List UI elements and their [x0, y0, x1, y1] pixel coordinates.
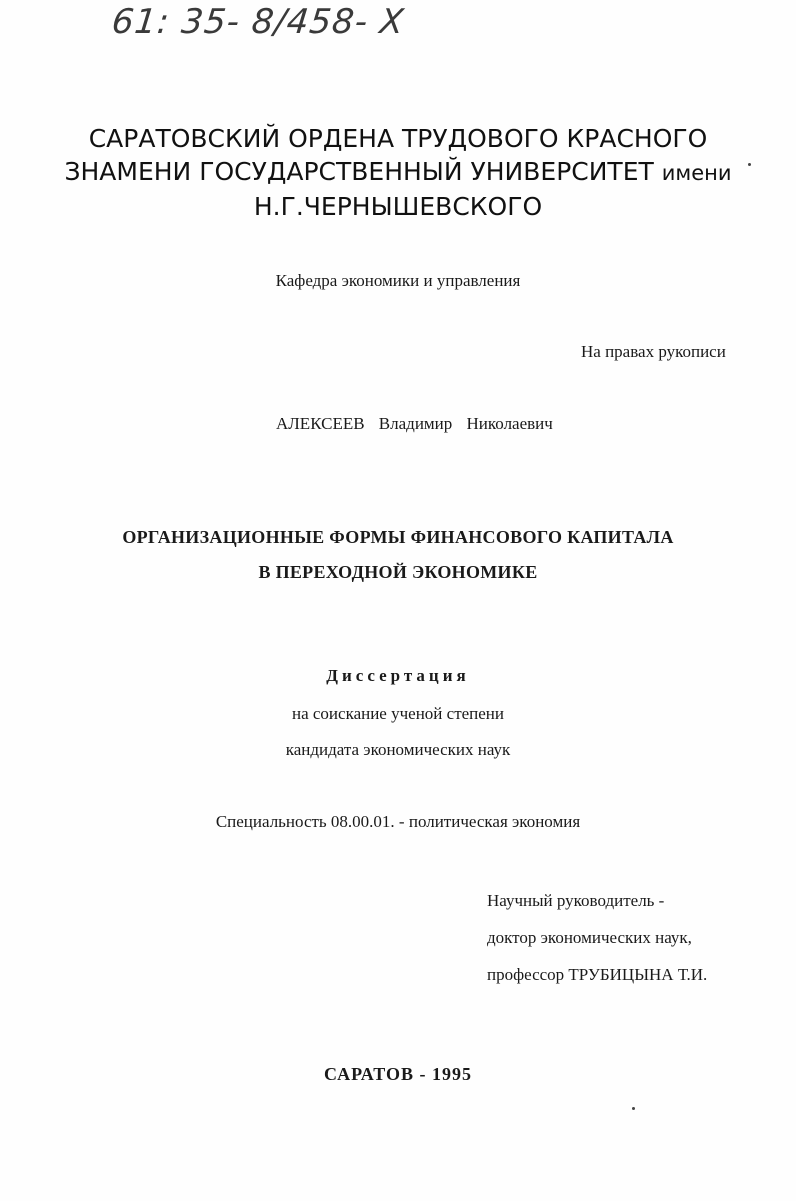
university-imeni: имени	[661, 161, 732, 185]
scan-speck	[632, 1107, 635, 1110]
university-name	[0, 122, 796, 223]
degree-line-1: на соискание ученой степени	[291, 704, 505, 723]
advisor-line-3: профессор ТРУБИЦЫНА Т.И.	[487, 965, 708, 984]
city-year: САРАТОВ - 1995	[324, 1064, 472, 1084]
university-line-2	[0, 155, 796, 190]
archive-stamp: 61: 35- 8/458- X	[109, 2, 407, 42]
author-name: АЛЕКСЕЕВ Владимир Николаевич	[276, 414, 553, 433]
work-type: Диссертация	[326, 666, 470, 685]
title-line-1: ОРГАНИЗАЦИОННЫЕ ФОРМЫ ФИНАНСОВОГО КАПИТАЛА	[122, 527, 674, 547]
scan-speck	[748, 163, 751, 166]
specialty: Специальность 08.00.01. - политическая экономия	[215, 812, 581, 831]
dissertation-title	[0, 520, 796, 590]
manuscript-rights: На правах рукописи	[581, 342, 726, 361]
advisor-line-1: Научный руководитель -	[487, 891, 665, 910]
university-line-1: САРАТОВСКИЙ ОРДЕНА ТРУДОВОГО КРАСНОГО	[88, 124, 708, 153]
department: Кафедра экономики и управления	[275, 271, 521, 290]
university-line-3: Н.Г.ЧЕРНЫШЕВСКОГО	[253, 192, 543, 221]
title-line-2: В ПЕРЕХОДНОЙ ЭКОНОМИКЕ	[258, 562, 538, 582]
university-line-2-text: ЗНАМЕНИ ГОСУДАРСТВЕННЫЙ УНИВЕРСИТЕТ	[64, 157, 654, 186]
scientific-advisor	[487, 882, 707, 993]
advisor-line-2: доктор экономических наук,	[487, 928, 692, 947]
degree-line-2: кандидата экономических наук	[285, 740, 511, 759]
